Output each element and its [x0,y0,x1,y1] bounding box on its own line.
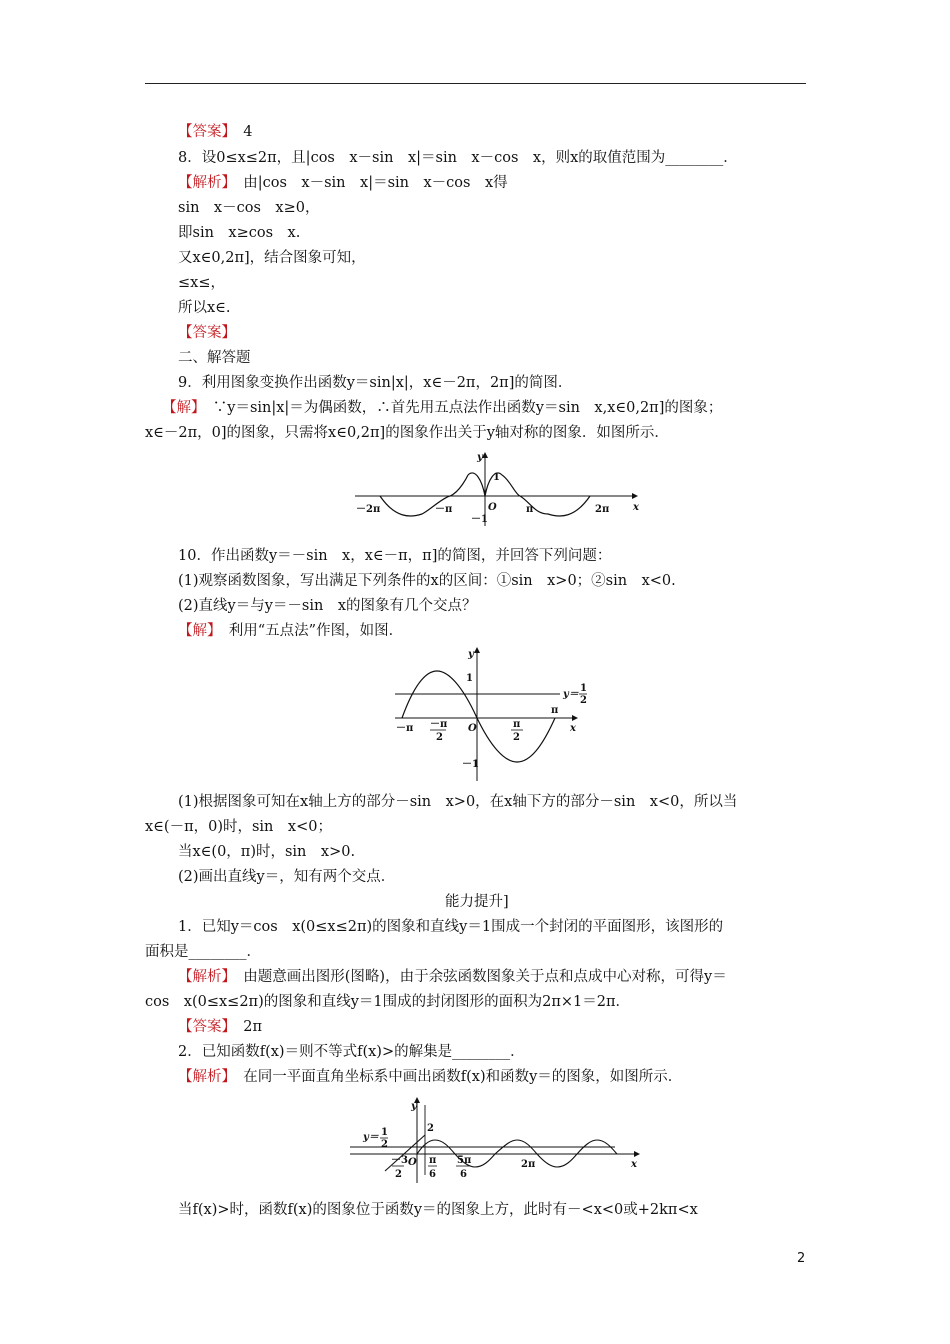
section-heading: 二、解答题 [178,350,251,366]
tick-1: 1 [493,472,500,483]
tick-2pi: 2π [595,504,610,515]
tick-neg32-den: 2 [395,1169,402,1180]
tick-negpi2-den: 2 [436,732,443,743]
problem-2-solution1: 【解析】 在同一平面直角坐标系中画出函数f(x)和函数y＝的图象，如图所示． [178,1069,683,1085]
neg-sin-curve [402,671,555,762]
y-axis-arrow [482,452,488,458]
solution-9-line2: x∈－2π，0]的图象，只需将x∈0,2π]的图象作出关于y轴对称的图象．如图所示． [145,425,669,441]
solution-8-line2: sin x－cos x≥0， [178,200,320,216]
tick-2pi: 2π [521,1159,536,1170]
page-number: 2 [797,1251,806,1266]
problem-1-answer: 【答案】 2π [178,1019,263,1035]
tick-pi2-den: 2 [513,732,520,743]
tick-pi6-den: 6 [429,1169,436,1180]
solution-10-line1: 【解】 利用“五点法”作图，如图． [178,623,404,639]
origin-label: O [488,502,497,513]
solution-10-line3: x∈(－π，0)时，sin x<0； [145,819,332,835]
tick-pi: π [526,504,534,515]
tick-5pi6-den: 6 [460,1169,467,1180]
tick-2: 2 [427,1123,434,1134]
answer-tag: 【答案】 [178,124,229,140]
problem-1-solution1: 【解析】 由题意画出图形(图略)，由于余弦函数图象关于点和点成中心对称，可得y＝ [178,969,727,985]
figure-neg-sin-x [390,645,590,785]
question-10-part2: (2)直线y＝与y＝－sin x的图象有几个交点？ [178,598,477,614]
question-9: 9．利用图象变换作出函数y＝sin|x|，x∈－2π，2π]的简图． [178,375,573,391]
solution-8-line3: 即sin x≥cos x. [178,225,301,241]
answer-8: 【答案】 [178,325,236,341]
y-axis-arrow [474,647,480,653]
tick-pi2-num: π [513,719,521,730]
y-label: y [411,1101,417,1112]
tick-neg1: －1 [462,759,479,770]
x-label: x [570,723,576,734]
tick-pi6-num: π [429,1155,437,1166]
half-num: 1 [580,683,587,694]
half-den: 2 [381,1139,388,1150]
solution-8-line6: 所以x∈. [178,300,231,316]
origin-label: O [408,1157,417,1168]
tick-negpi: －π [435,504,453,515]
figure-piecewise [345,1095,645,1185]
tick-neg1: －1 [471,514,488,525]
problem-1-line2: 面积是________． [145,944,261,960]
y-label: y [468,649,474,660]
x-axis-arrow [572,715,578,721]
problem-1-line1: 1．已知y＝cos x(0≤x≤2π)的图象和直线y＝1围成一个封闭的平面图形，该图形的 [178,919,724,935]
y-label: y [477,452,483,463]
solution-10-line4: 当x∈(0，π)时，sin x>0. [178,844,356,860]
tick-negpi: －π [396,723,414,734]
tick-5pi6-num: 5π [457,1155,472,1166]
answer-7: 【答案】 4 [178,124,253,140]
half-den: 2 [580,695,587,706]
x-label: x [633,502,639,513]
tick-neg32-num: －3 [391,1155,408,1166]
x-axis-arrow [632,493,638,499]
question-10: 10．作出函数y＝－sin x，x∈－π，π]的简图，并回答下列问题： [178,548,612,564]
origin-label: O [468,723,477,734]
header-rule [145,83,806,84]
solution-8-line4: 又x∈0,2π]，结合图象可知， [178,250,366,266]
line-label: y＝ [363,1132,379,1143]
half-num: 1 [381,1127,388,1138]
solution-8-line1: 【解析】 由|cos x－sin x|＝sin x－cos x得 [178,175,508,191]
problem-2-line1: 2．已知函数f(x)＝则不等式f(x)>的解集是________． [178,1044,525,1060]
figure-sin-abs-x [350,450,640,530]
tick-1: 1 [466,673,473,684]
problem-2-solution2: 当f(x)>时，函数f(x)的图象位于函数y＝的图象上方，此时有－<x<0或+2kπ<x [178,1202,698,1218]
solution-8-line5: ≤x≤， [178,275,225,291]
solution-10-line5: (2)画出直线y＝，知有两个交点． [178,869,396,885]
tick-pi: π [551,705,559,716]
solution-9-line1: 【解】 ∵y＝sin|x|＝为偶函数，∴首先用五点法作出函数y＝sin x,x∈0,2π]的图象； [162,400,723,416]
solution-10-line2: (1)根据图象可知在x轴上方的部分－sin x>0，在x轴下方的部分－sin x<0，所以当 [178,794,738,810]
x-label: x [631,1159,637,1170]
x-axis-arrow [634,1151,640,1157]
ability-heading: 能力提升] [445,894,509,910]
line-label: y＝ [563,689,579,700]
question-8: 8．设0≤x≤2π，且|cos x－sin x|＝sin x－cos x，则x的取值范围为________． [178,150,738,166]
problem-1-solution2: cos x(0≤x≤2π)的图象和直线y＝1围成的封闭图形的面积为2π×1＝2π． [145,994,631,1010]
tick-negpi2-num: －π [430,719,448,730]
question-10-part1: (1)观察函数图象，写出满足下列条件的x的区间：①sin x>0；②sin x<0. [178,573,676,589]
tick-neg2pi: －2π [356,504,381,515]
